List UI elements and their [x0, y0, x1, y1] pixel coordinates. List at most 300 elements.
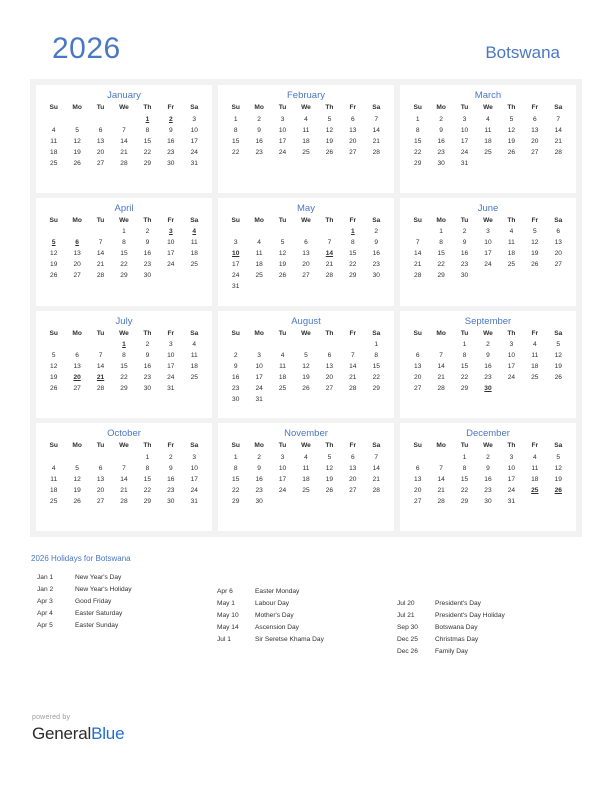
- week-row: [42, 384, 206, 395]
- day-cell-empty: [42, 169, 65, 180]
- day-cell: 29: [460, 497, 469, 505]
- month-card: [400, 85, 576, 193]
- day-cell: 22: [460, 486, 469, 494]
- day-cell: 4: [304, 115, 308, 123]
- weekday-header: We: [483, 216, 493, 224]
- day-cell-empty: [42, 114, 65, 125]
- day-cell: 30: [167, 497, 175, 505]
- day-cell: 18: [507, 250, 516, 258]
- day-cell: 15: [372, 363, 380, 370]
- month-grid: [36, 85, 576, 531]
- day-cell: 22: [372, 374, 380, 381]
- holiday-date: Dec 25: [397, 636, 418, 643]
- day-cell: 25: [278, 385, 287, 392]
- day-cell: 23: [167, 486, 175, 494]
- holiday-legend-row: [397, 622, 583, 634]
- day-cell: 6: [532, 115, 537, 123]
- day-cell-empty: [547, 496, 570, 507]
- week-row: [224, 147, 388, 158]
- weekday-header: Sa: [554, 329, 563, 337]
- day-cell: 30: [232, 396, 240, 403]
- weekday-header: We: [301, 442, 311, 450]
- day-cell: 26: [302, 385, 310, 392]
- day-cell-empty: [224, 169, 247, 180]
- day-cell-empty: [318, 496, 341, 507]
- day-cell: 18: [531, 475, 539, 483]
- day-cell: 30: [437, 159, 445, 167]
- day-cell-empty: [112, 452, 135, 463]
- month-name: September: [464, 315, 512, 327]
- week-row: [406, 507, 570, 518]
- day-cell-empty: [547, 507, 570, 518]
- week-row: [406, 227, 570, 238]
- day-cell: 26: [554, 374, 562, 381]
- day-cell: 8: [439, 239, 443, 247]
- day-cell-empty: [224, 507, 247, 518]
- month-card: [36, 198, 212, 306]
- day-cell: 3: [168, 341, 173, 348]
- day-cell: 10: [507, 352, 516, 359]
- weekday-header: Mo: [254, 216, 264, 224]
- day-cell: 27: [73, 272, 81, 280]
- holiday-legend-row: [397, 610, 583, 622]
- day-cell: 11: [484, 126, 492, 134]
- day-cell: 5: [556, 341, 561, 348]
- day-cell-empty: [294, 169, 317, 180]
- day-cell: 27: [96, 159, 105, 167]
- day-cell: 27: [531, 148, 539, 156]
- day-cell: 6: [75, 352, 79, 359]
- day-cell: 28: [96, 385, 105, 392]
- weekday-header: We: [483, 329, 493, 337]
- day-cell: 12: [554, 464, 562, 472]
- brand-text-general: General: [32, 724, 92, 743]
- week-row: [406, 147, 570, 158]
- weekday-header: Su: [413, 216, 422, 224]
- day-cell-empty: [500, 271, 523, 282]
- day-cell: 29: [120, 272, 128, 280]
- day-cell-empty: [183, 395, 206, 406]
- day-cell: 19: [73, 486, 81, 494]
- day-cell-empty: [547, 384, 570, 395]
- day-cell: 20: [73, 261, 81, 269]
- day-cell: 14: [437, 363, 445, 370]
- day-cell-empty: [429, 507, 452, 518]
- day-cell: 13: [349, 464, 357, 472]
- week-row: [42, 169, 206, 180]
- week-row: [224, 373, 388, 384]
- day-cell: 17: [484, 250, 492, 258]
- weekday-header: We: [301, 216, 311, 224]
- day-cell: 20: [414, 374, 422, 381]
- day-cell: 4: [532, 453, 537, 461]
- day-cell: 7: [415, 239, 420, 247]
- holiday-name: Good Friday: [75, 598, 112, 605]
- day-cell: 4: [486, 115, 490, 123]
- day-cell: 19: [325, 137, 334, 145]
- day-cell: 23: [484, 486, 492, 494]
- day-cell: 21: [372, 137, 380, 145]
- day-cell-holiday: 30: [484, 385, 492, 392]
- day-cell: 17: [278, 137, 287, 145]
- day-cell-empty: [271, 496, 294, 507]
- day-cell: 13: [349, 126, 357, 134]
- day-cell: 3: [509, 453, 514, 461]
- weekday-header: Tu: [278, 216, 287, 224]
- day-cell-holiday: 4: [192, 228, 197, 236]
- weekday-header: Mo: [72, 329, 82, 337]
- day-cell: 20: [349, 475, 357, 483]
- day-cell-holiday: 5: [51, 239, 56, 247]
- weekday-header: Sa: [372, 216, 381, 224]
- week-row: [42, 351, 206, 362]
- holiday-date: Jul 21: [397, 612, 415, 619]
- day-cell-empty: [406, 282, 429, 293]
- weekday-header: Fr: [531, 104, 539, 111]
- holidays-legend: [31, 572, 583, 658]
- day-cell: 16: [372, 250, 380, 258]
- weekday-header: Tu: [460, 216, 469, 224]
- day-cell-empty: [476, 158, 499, 169]
- week-row: [224, 507, 388, 518]
- week-row: [224, 474, 388, 485]
- day-cell: 2: [145, 228, 150, 236]
- week-row: [42, 485, 206, 496]
- page-header: [0, 34, 612, 74]
- day-cell-empty: [476, 395, 499, 406]
- day-cell: 2: [374, 228, 379, 236]
- day-cell: 5: [280, 239, 285, 247]
- day-cell: 17: [167, 250, 175, 258]
- day-cell-empty: [89, 507, 112, 518]
- week-row: [224, 452, 388, 463]
- weekday-header: Fr: [349, 329, 357, 337]
- day-cell: 2: [145, 341, 150, 348]
- day-cell: 15: [120, 250, 128, 258]
- month-name: December: [466, 428, 510, 440]
- day-cell: 20: [531, 137, 539, 145]
- day-cell-empty: [406, 340, 429, 351]
- day-cell-empty: [159, 271, 182, 282]
- day-cell: 13: [302, 250, 310, 258]
- day-cell-empty: [183, 169, 206, 180]
- day-cell: 9: [233, 363, 238, 370]
- day-cell-empty: [523, 507, 546, 518]
- day-cell: 26: [50, 385, 58, 392]
- holiday-name: Ascension Day: [255, 624, 299, 631]
- day-cell: 14: [96, 250, 105, 258]
- day-cell-empty: [341, 340, 364, 351]
- week-row: [42, 282, 206, 293]
- weekday-header-row: [224, 216, 388, 227]
- day-cell: 15: [349, 250, 357, 258]
- holiday-name: Easter Sunday: [75, 622, 119, 629]
- day-cell: 7: [439, 352, 443, 359]
- day-cell: 12: [325, 464, 334, 472]
- weekday-header: Tu: [96, 329, 105, 337]
- day-cell: 21: [325, 261, 334, 269]
- weekday-header-row: [42, 216, 206, 227]
- day-cell: 30: [255, 497, 263, 505]
- week-row: [406, 452, 570, 463]
- day-cell-empty: [112, 395, 135, 406]
- weekday-header: Th: [325, 216, 334, 224]
- day-cell: 7: [327, 239, 332, 247]
- weekday-header-row: [406, 441, 570, 452]
- day-cell-empty: [183, 282, 206, 293]
- weekday-header: Fr: [167, 329, 175, 337]
- week-row: [406, 373, 570, 384]
- week-row: [406, 485, 570, 496]
- holiday-legend-row: [397, 634, 583, 646]
- weekday-header: Mo: [254, 442, 264, 450]
- day-cell: 16: [255, 137, 263, 145]
- day-cell: 3: [280, 115, 285, 123]
- day-cell: 1: [462, 341, 467, 348]
- day-cell-holiday: 20: [73, 374, 81, 381]
- day-cell: 9: [462, 239, 467, 247]
- day-cell: 29: [143, 497, 152, 505]
- day-cell: 14: [349, 363, 357, 370]
- weekday-header: We: [483, 442, 493, 450]
- weekday-header: Fr: [349, 216, 357, 224]
- day-cell-holiday: 2: [168, 115, 173, 123]
- holiday-name: Mother's Day: [255, 612, 294, 619]
- day-cell: 9: [374, 239, 379, 247]
- day-cell: 19: [302, 374, 310, 381]
- weekday-header: Fr: [531, 329, 539, 337]
- day-cell-empty: [547, 271, 570, 282]
- weekday-header: Su: [413, 442, 422, 450]
- day-cell: 24: [484, 261, 492, 269]
- day-cell: 28: [372, 486, 380, 494]
- day-cell: 15: [143, 137, 152, 145]
- day-cell: 17: [278, 475, 287, 483]
- day-cell-empty: [523, 395, 546, 406]
- day-cell-empty: [365, 496, 388, 507]
- day-cell: 10: [460, 126, 469, 134]
- day-cell: 18: [50, 148, 58, 156]
- holidays-legend-title: 2026 Holidays for Botswana: [31, 554, 131, 563]
- weekday-header: Fr: [349, 442, 357, 450]
- week-row: [406, 474, 570, 485]
- day-cell: 22: [349, 261, 357, 269]
- day-cell: 3: [257, 352, 261, 359]
- day-cell-empty: [547, 282, 570, 293]
- day-cell: 13: [414, 363, 422, 370]
- week-row: [224, 227, 388, 238]
- day-cell-holiday: 1: [122, 341, 126, 348]
- day-cell-empty: [453, 507, 476, 518]
- day-cell-empty: [294, 158, 317, 169]
- day-cell: 17: [255, 374, 263, 381]
- weekday-header: Su: [231, 104, 240, 111]
- day-cell: 28: [120, 159, 128, 167]
- day-cell-empty: [271, 158, 294, 169]
- week-row: [224, 260, 388, 271]
- month-day-grid: [224, 103, 388, 180]
- day-cell-empty: [318, 227, 341, 238]
- week-row: [406, 271, 570, 282]
- weekday-header: Tu: [460, 442, 469, 450]
- day-cell-empty: [429, 340, 452, 351]
- day-cell-empty: [500, 282, 523, 293]
- day-cell: 22: [437, 261, 445, 269]
- month-card: [400, 198, 576, 306]
- day-cell: 20: [414, 486, 422, 494]
- day-cell: 12: [554, 352, 562, 359]
- week-row: [224, 271, 388, 282]
- weekday-header: We: [301, 329, 311, 337]
- month-day-grid: [42, 329, 206, 406]
- day-cell: 10: [190, 126, 198, 134]
- weekday-header: Su: [49, 442, 58, 450]
- day-cell-empty: [183, 271, 206, 282]
- day-cell: 27: [349, 148, 357, 156]
- day-cell: 3: [192, 453, 197, 461]
- day-cell: 14: [120, 137, 128, 145]
- day-cell: 25: [190, 261, 198, 269]
- day-cell: 9: [145, 239, 150, 247]
- day-cell: 16: [143, 363, 152, 370]
- month-card: [400, 311, 576, 419]
- day-cell: 5: [327, 115, 332, 123]
- day-cell: 8: [374, 352, 379, 359]
- month-card: [218, 311, 394, 419]
- day-cell: 25: [531, 374, 539, 381]
- week-row: [42, 158, 206, 169]
- day-cell-empty: [89, 227, 112, 238]
- day-cell: 31: [190, 159, 198, 167]
- day-cell-empty: [112, 507, 135, 518]
- day-cell: 6: [98, 464, 103, 472]
- day-cell: 24: [167, 374, 175, 381]
- day-cell-empty: [271, 169, 294, 180]
- day-cell: 30: [460, 272, 469, 280]
- week-row: [406, 260, 570, 271]
- day-cell: 21: [437, 486, 445, 494]
- weekday-header: Sa: [554, 216, 563, 224]
- day-cell-empty: [365, 169, 388, 180]
- day-cell: 28: [554, 148, 562, 156]
- week-row: [224, 463, 388, 474]
- day-cell: 13: [554, 239, 562, 247]
- month-name: May: [297, 202, 315, 214]
- day-cell-empty: [547, 395, 570, 406]
- day-cell: 27: [73, 385, 81, 392]
- day-cell: 23: [484, 374, 492, 381]
- day-cell-empty: [42, 395, 65, 406]
- day-cell: 17: [507, 475, 516, 483]
- day-cell: 31: [167, 385, 175, 392]
- day-cell: 20: [554, 250, 562, 258]
- weekday-header-row: [224, 103, 388, 114]
- day-cell-empty: [65, 282, 88, 293]
- day-cell: 9: [257, 126, 261, 134]
- day-cell-empty: [65, 395, 88, 406]
- week-row: [224, 384, 388, 395]
- holiday-date: Apr 5: [37, 622, 53, 629]
- day-cell-empty: [65, 169, 88, 180]
- holidays-legend-column: [217, 586, 397, 658]
- day-cell: 15: [414, 137, 422, 145]
- day-cell: 18: [484, 137, 492, 145]
- day-cell-empty: [65, 507, 88, 518]
- day-cell: 2: [257, 453, 261, 461]
- day-cell: 24: [278, 148, 287, 156]
- day-cell-empty: [476, 169, 499, 180]
- day-cell-empty: [476, 282, 499, 293]
- holiday-date: Jul 20: [397, 600, 415, 607]
- weekday-header-row: [224, 329, 388, 340]
- day-cell: 16: [167, 475, 175, 483]
- weekday-header-row: [42, 329, 206, 340]
- day-cell-empty: [247, 158, 270, 169]
- day-cell: 29: [232, 497, 240, 505]
- day-cell: 23: [143, 374, 152, 381]
- day-cell: 28: [372, 148, 380, 156]
- holiday-name: Easter Monday: [255, 588, 300, 595]
- holiday-name: New Year's Holiday: [75, 586, 132, 593]
- day-cell: 19: [554, 475, 562, 483]
- week-row: [224, 249, 388, 260]
- day-cell: 26: [278, 272, 287, 280]
- weekday-header: Th: [143, 104, 152, 111]
- week-row: [42, 362, 206, 373]
- day-cell: 9: [486, 464, 490, 472]
- day-cell-empty: [247, 282, 270, 293]
- weekday-header: Tu: [278, 442, 287, 450]
- day-cell-empty: [247, 340, 270, 351]
- day-cell: 15: [143, 475, 152, 483]
- day-cell-empty: [341, 395, 364, 406]
- day-cell: 14: [414, 250, 422, 258]
- day-cell: 19: [531, 250, 539, 258]
- week-row: [406, 362, 570, 373]
- day-cell-empty: [500, 507, 523, 518]
- day-cell: 24: [507, 374, 516, 381]
- day-cell: 2: [168, 453, 173, 461]
- day-cell-holiday: 26: [554, 486, 562, 494]
- weekday-header: Sa: [372, 104, 381, 111]
- day-cell: 22: [414, 148, 422, 156]
- month-day-grid: [406, 441, 570, 518]
- week-row: [42, 463, 206, 474]
- day-cell: 5: [509, 115, 514, 123]
- week-row: [42, 249, 206, 260]
- day-cell-empty: [247, 227, 270, 238]
- day-cell-empty: [341, 169, 364, 180]
- day-cell: 26: [325, 148, 334, 156]
- weekday-header: Fr: [349, 104, 357, 111]
- day-cell-empty: [523, 158, 546, 169]
- day-cell: 30: [484, 497, 492, 505]
- day-cell-empty: [159, 282, 182, 293]
- day-cell: 6: [304, 239, 308, 247]
- day-cell: 25: [302, 148, 310, 156]
- day-cell-empty: [365, 507, 388, 518]
- day-cell: 10: [484, 239, 492, 247]
- week-row: [224, 136, 388, 147]
- day-cell-empty: [42, 282, 65, 293]
- generalblue-logo: [32, 723, 124, 745]
- day-cell-empty: [318, 169, 341, 180]
- weekday-header: Mo: [436, 442, 446, 450]
- day-cell-empty: [500, 395, 523, 406]
- weekday-header: Su: [231, 329, 240, 337]
- holiday-name: Botswana Day: [435, 624, 478, 631]
- holiday-legend-row: [37, 584, 217, 596]
